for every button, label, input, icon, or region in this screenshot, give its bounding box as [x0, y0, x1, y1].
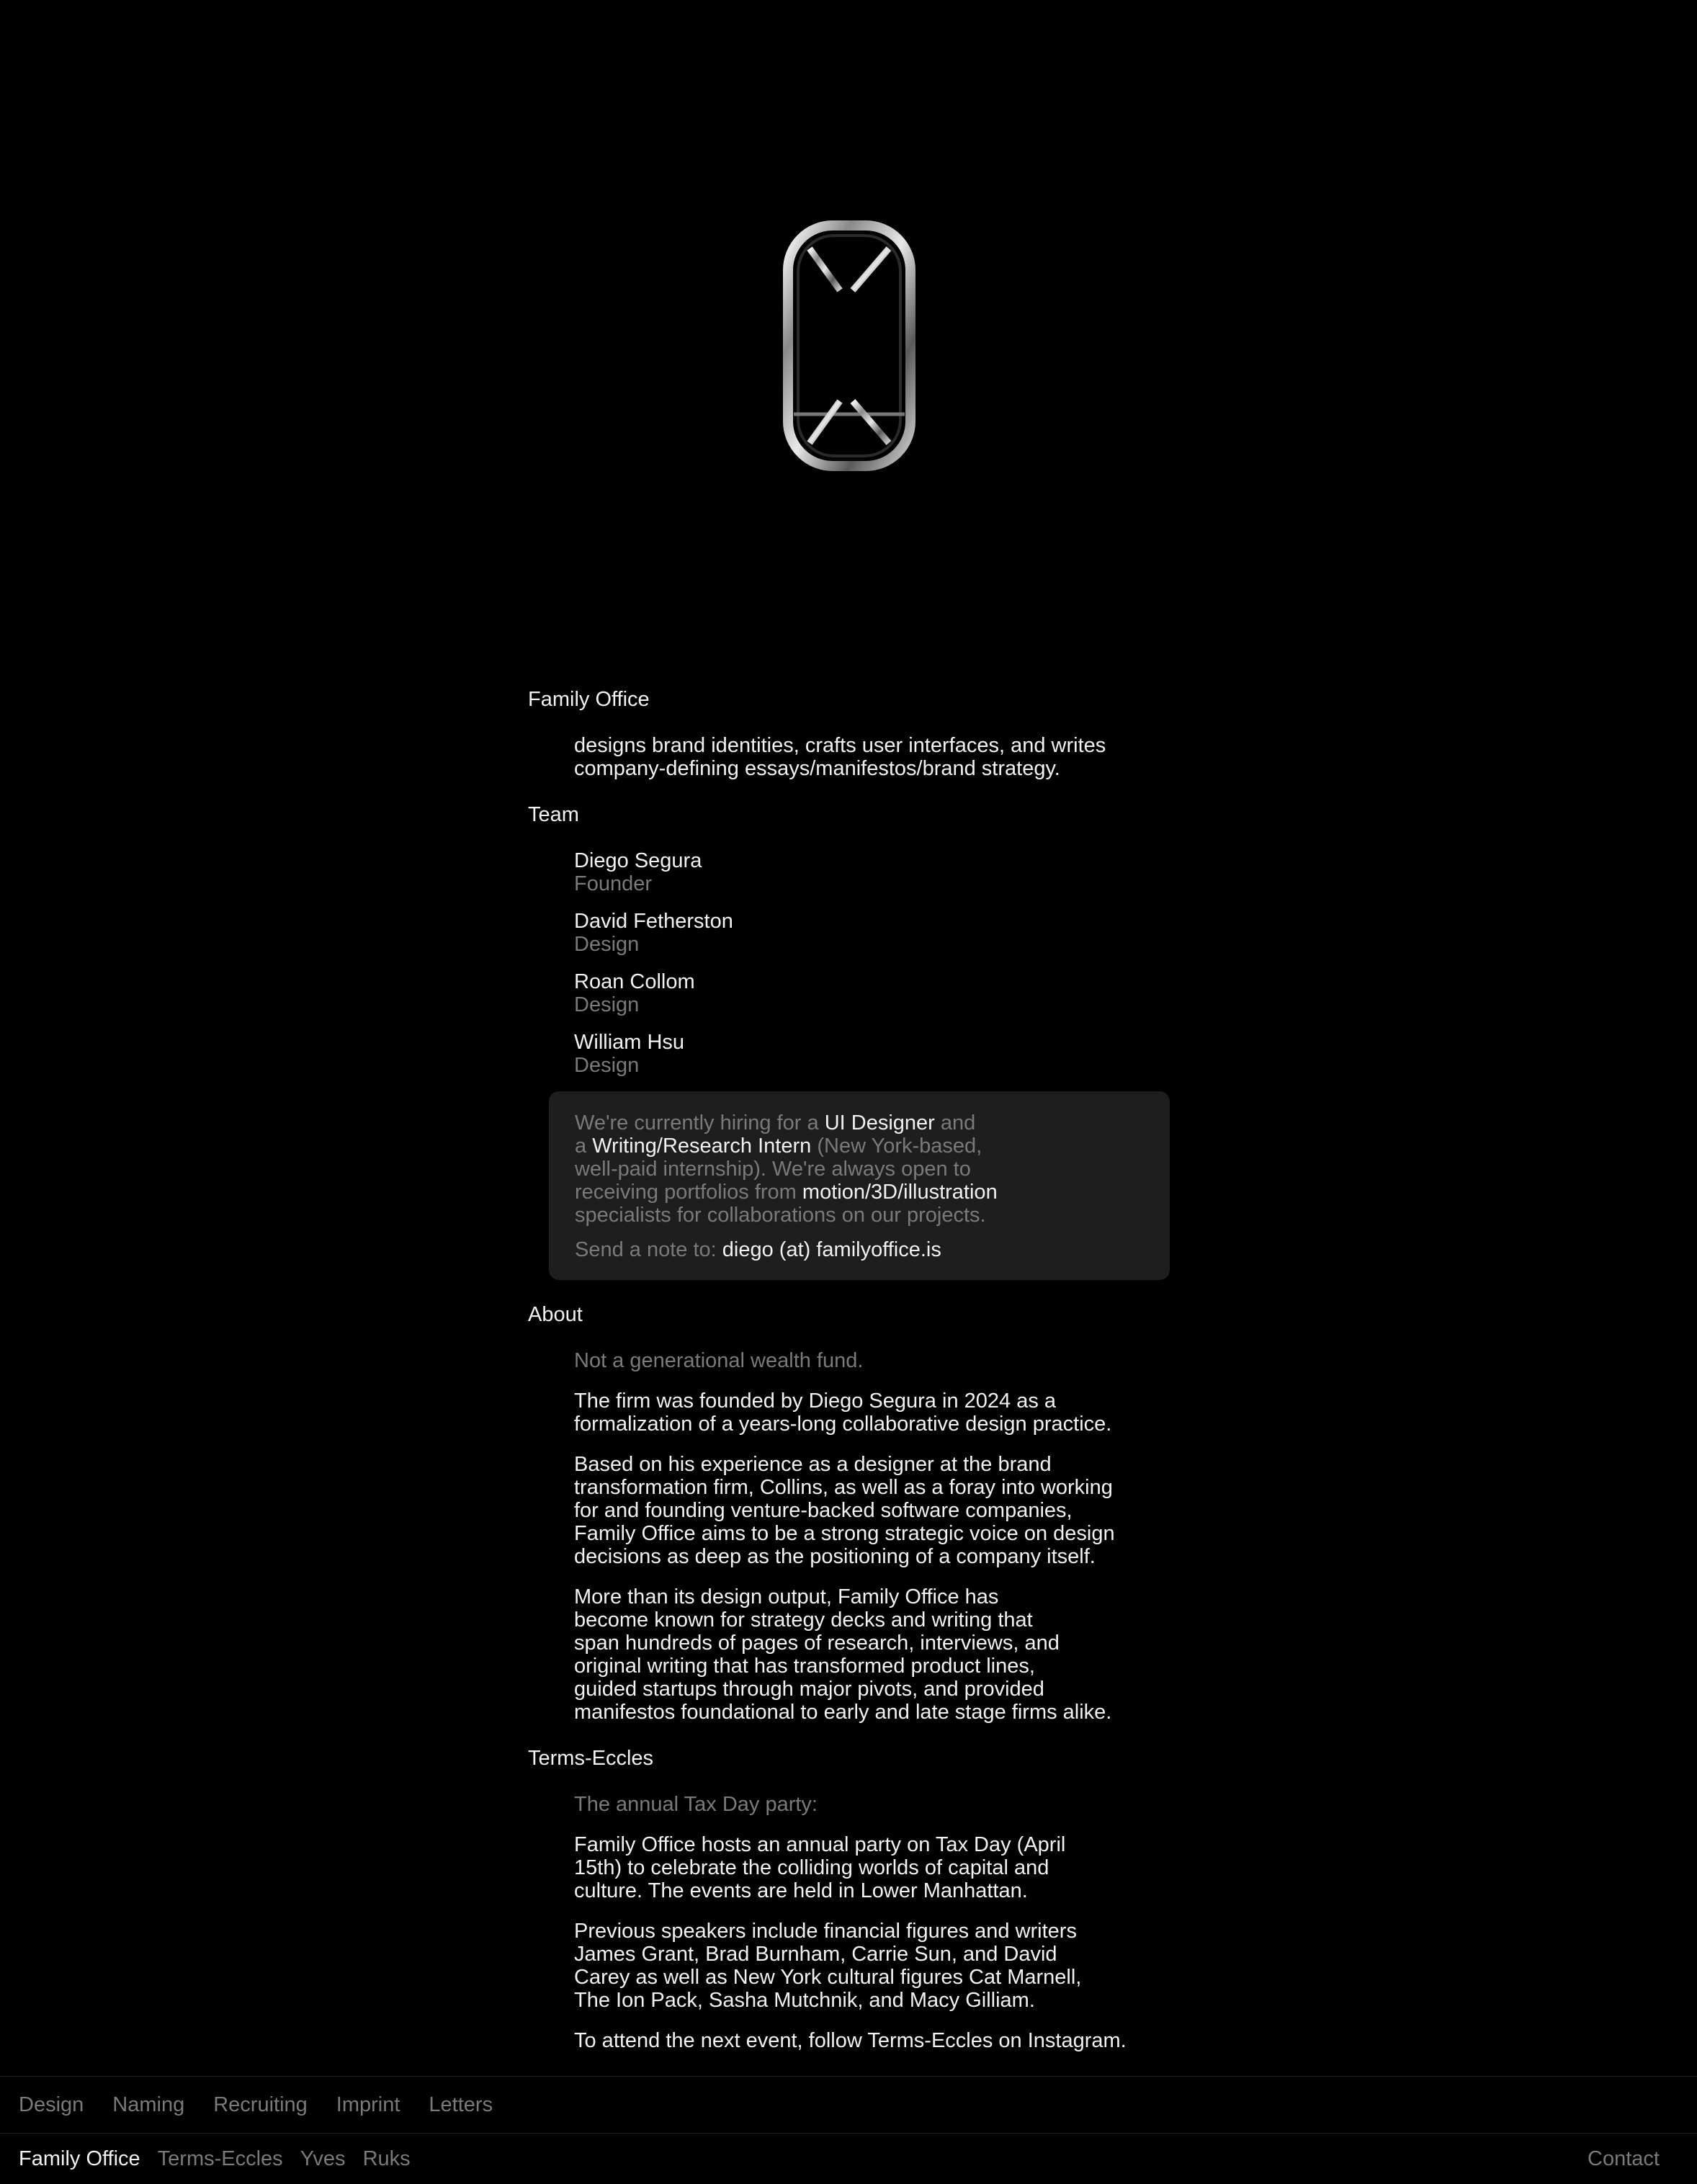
about-tagline: Not a generational wealth fund.: [574, 1349, 864, 1372]
terms-paragraph: [574, 1833, 1176, 1902]
hiring-text: specialists for collaborations on our projects.: [575, 1204, 986, 1227]
nav-family-office[interactable]: Family Office: [19, 2147, 140, 2170]
team-member-role: Design: [574, 1054, 640, 1077]
writing-intern-link[interactable]: Writing/Research Intern: [592, 1134, 812, 1158]
terms-eccles-title: Terms-Eccles: [528, 1747, 654, 1770]
terms-paragraph: [574, 2029, 1176, 2052]
team-member-name: David Fetherston: [574, 910, 733, 933]
about-section: [528, 1303, 1176, 1724]
terms-line: The Ion Pack, Sasha Mutchnik, and Macy Gilliam.: [574, 1989, 1035, 2012]
nav-yves[interactable]: Yves: [300, 2147, 346, 2170]
about-line: More than its design output, Family Office has: [574, 1585, 999, 1608]
contact-email-link[interactable]: diego (at) familyoffice.is: [722, 1238, 941, 1261]
terms-line: Carey as well as New York cultural figures Cat Marnell,: [574, 1966, 1082, 1989]
about-line: guided startups through major pivots, and provided: [574, 1678, 1044, 1701]
terms-eccles-section: [528, 1747, 1176, 2052]
hiring-text: receiving portfolios from: [575, 1181, 802, 1204]
intro-line: company-defining essays/manifestos/brand strategy.: [574, 757, 1060, 780]
about-line: Family Office aims to be a strong strategic voice on design: [574, 1522, 1115, 1545]
main-content: [528, 688, 1176, 2075]
ui-designer-link[interactable]: UI Designer: [824, 1111, 935, 1134]
team-member-role: Founder: [574, 872, 653, 895]
about-line: The firm was founded by Diego Segura in 2024 as a: [574, 1389, 1057, 1413]
terms-line: Previous speakers include financial figures and writers: [574, 1920, 1077, 1943]
terms-line: James Grant, Brad Burnham, Carrie Sun, and David: [574, 1943, 1057, 1966]
intro-section: [528, 688, 1176, 780]
about-line: become known for strategy decks and writing that: [574, 1608, 1033, 1632]
about-line: span hundreds of pages of research, interviews, and: [574, 1632, 1060, 1655]
chrome-emblem-icon: [781, 220, 918, 472]
nav-terms-eccles[interactable]: Terms-Eccles: [157, 2147, 283, 2170]
about-line: formalization of a years-long collaborative design practice.: [574, 1413, 1112, 1436]
hiring-text: well-paid internship). We're always open to: [575, 1158, 971, 1181]
nav-contact[interactable]: Contact: [1588, 2147, 1660, 2170]
about-line: Based on his experience as a designer at the brand: [574, 1453, 1052, 1476]
team-member-name: Roan Collom: [574, 970, 695, 993]
hiring-text: (New York-based,: [811, 1134, 982, 1158]
team-title: Team: [528, 803, 579, 826]
about-line: manifestos foundational to early and late stage firms alike.: [574, 1701, 1112, 1724]
team-list: [528, 849, 1176, 1077]
services-nav: [0, 2076, 1697, 2134]
note-label: Send a note to:: [575, 1238, 722, 1261]
nav-naming[interactable]: Naming: [112, 2093, 185, 2116]
intro-description: [528, 734, 1176, 780]
motion-3d-illustration-link[interactable]: motion/3D/illustration: [802, 1181, 998, 1204]
about-paragraph: [574, 1453, 1176, 1568]
about-line: transformation firm, Collins, as well as a foray into working: [574, 1476, 1113, 1499]
hiring-text: We're currently hiring for a: [575, 1111, 825, 1134]
nav-letters[interactable]: Letters: [429, 2093, 493, 2116]
hiring-text: and: [934, 1111, 976, 1134]
terms-line: culture. The events are held in Lower Manhattan.: [574, 1879, 1028, 1902]
team-member: [574, 849, 1176, 895]
terms-line: To attend the next event, follow Terms-Eccles on Instagram.: [574, 2029, 1127, 2052]
nav-design[interactable]: Design: [19, 2093, 84, 2116]
terms-tagline: The annual Tax Day party:: [574, 1793, 818, 1816]
hiring-text: a: [575, 1134, 593, 1158]
nav-ruks[interactable]: Ruks: [362, 2147, 411, 2170]
team-member-role: Design: [574, 933, 640, 956]
primary-nav: [0, 2134, 1697, 2184]
about-title: About: [528, 1303, 583, 1326]
terms-paragraph: [574, 1920, 1176, 2012]
terms-line: 15th) to celebrate the colliding worlds of capital and: [574, 1856, 1049, 1879]
about-line: decisions as deep as the positioning of a company itself.: [574, 1545, 1096, 1568]
intro-line: designs brand identities, crafts user interfaces, and writes: [574, 734, 1106, 757]
team-member-role: Design: [574, 993, 640, 1016]
terms-line: Family Office hosts an annual party on Tax Day (April: [574, 1833, 1066, 1856]
about-line: for and founding venture-backed software companies,: [574, 1499, 1073, 1522]
terms-eccles-body: [528, 1793, 1176, 2052]
about-paragraph: [574, 1389, 1176, 1436]
team-member-name: Diego Segura: [574, 849, 702, 872]
team-member-name: William Hsu: [574, 1031, 685, 1054]
team-member: [574, 1031, 1176, 1077]
about-body: [528, 1349, 1176, 1724]
intro-title: Family Office: [528, 688, 650, 711]
team-member: [574, 970, 1176, 1016]
nav-imprint[interactable]: Imprint: [336, 2093, 400, 2116]
nav-recruiting[interactable]: Recruiting: [213, 2093, 308, 2116]
hiring-panel: [549, 1091, 1170, 1280]
about-paragraph: [574, 1585, 1176, 1724]
about-line: original writing that has transformed product lines,: [574, 1655, 1035, 1678]
team-section: [528, 803, 1176, 1077]
team-member: [574, 910, 1176, 956]
